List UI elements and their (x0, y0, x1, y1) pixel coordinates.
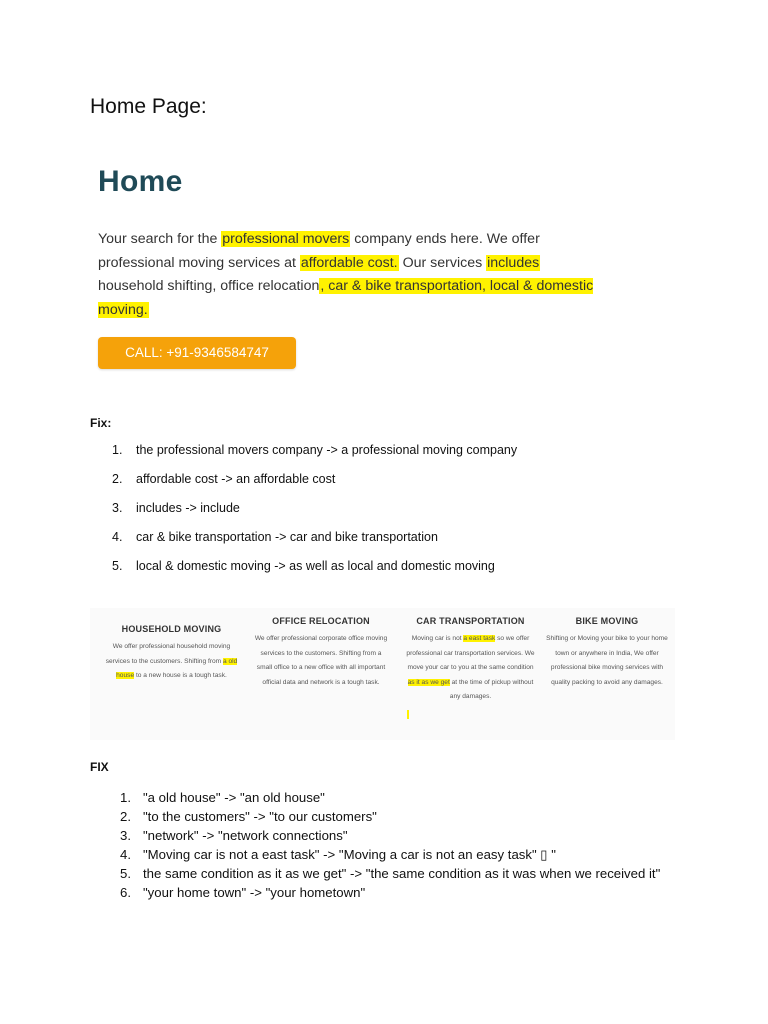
list-text: the same condition as it as we get" -> "the same condition as it was when we received it" (143, 866, 661, 881)
list-number: 2. (120, 809, 131, 824)
list-item (120, 845, 680, 864)
list-number: 4. (112, 530, 123, 544)
highlight-east-task: a east task (463, 635, 496, 642)
service-bike-moving (541, 616, 673, 690)
home-hero-screenshot (93, 160, 603, 380)
list-item (112, 501, 712, 530)
service-text: Moving car is not a east task so we offer professional car transportation services. We move your car to you at the same condition as it as we get at the time of pickup without any damages. (406, 635, 535, 700)
list-text: "to the customers" -> "to our customers" (143, 809, 377, 824)
highlight-as-we-get: as it as we get (407, 678, 450, 686)
list-text: the professional movers company -> a professional moving company (136, 443, 518, 457)
service-car-transportation (404, 616, 537, 705)
highlight-mark (407, 710, 409, 719)
list-item (112, 530, 712, 559)
service-text: We offer professional household moving services to the customers. Shifting from a old house to a new house is a tough task. (105, 643, 238, 679)
call-button[interactable]: CALL: +91-9346584747 (98, 337, 296, 369)
list-item (120, 864, 680, 883)
list-text: "your home town" -> "your hometown" (143, 885, 366, 900)
hero-text: Our services (398, 254, 487, 271)
list-item (120, 883, 680, 902)
service-title: CAR TRANSPORTATION (416, 616, 525, 626)
list-item (112, 443, 712, 472)
service-title: BIKE MOVING (575, 616, 639, 626)
list-number: 5. (112, 559, 123, 573)
highlight-includes: includes (487, 254, 540, 271)
service-title: HOUSEHOLD MOVING (121, 624, 222, 634)
list-text: "Moving car is not a east task" -> "Moving a car is not an easy task" ▯ " (143, 847, 556, 862)
list-item (112, 472, 712, 501)
hero-text: company ends here. We offer professional moving services at (98, 231, 540, 271)
list-text: local & domestic moving -> as well as local and domestic moving (136, 559, 495, 573)
list-item (120, 807, 680, 826)
list-number: 3. (112, 501, 123, 515)
list-number: 3. (120, 828, 131, 843)
highlight-old-house: a old house (116, 657, 238, 679)
hero-paragraph (98, 228, 598, 322)
list-text: "network" -> "network connections" (143, 828, 348, 843)
service-text: Shifting or Moving your bike to your home town or anywhere in India, We offer professional bike moving services with quality packing to avoid any damages. (546, 635, 668, 686)
list-number: 1. (120, 790, 131, 805)
service-title: OFFICE RELOCATION (272, 616, 370, 626)
hero-heading: Home (98, 165, 183, 198)
list-number: 1. (112, 443, 123, 457)
hero-text: Your search for the (98, 231, 222, 247)
services-screenshot (90, 608, 675, 740)
list-number: 6. (120, 885, 131, 900)
service-household-moving (104, 624, 239, 684)
list-item (120, 788, 680, 807)
service-office-relocation (252, 616, 390, 690)
fix-list (112, 443, 712, 588)
document-title: Home Page: (90, 95, 207, 118)
service-text: We offer professional corporate office moving services to the customers. Shifting from a small office to a new office with all important official data and network is a tough task. (254, 635, 388, 686)
list-number: 4. (120, 847, 131, 862)
highlight-transportation: , car & bike transportation, local & domestic moving. (98, 278, 594, 318)
list-item (120, 826, 680, 845)
highlight-professional-movers: professional movers (222, 231, 350, 247)
fix-list (120, 788, 680, 902)
list-item (112, 559, 712, 588)
list-number: 2. (112, 472, 123, 486)
list-text: car & bike transportation -> car and bike transportation (136, 530, 438, 544)
list-text: "a old house" -> "an old house" (143, 790, 325, 805)
list-text: affordable cost -> an affordable cost (136, 472, 336, 486)
list-text: includes -> include (136, 501, 240, 515)
highlight-affordable-cost: affordable cost. (300, 254, 398, 271)
fix-label: Fix: (90, 416, 112, 430)
fix-label: FIX (90, 760, 109, 774)
hero-text: household shifting, office relocation (98, 278, 320, 294)
list-number: 5. (120, 866, 131, 881)
